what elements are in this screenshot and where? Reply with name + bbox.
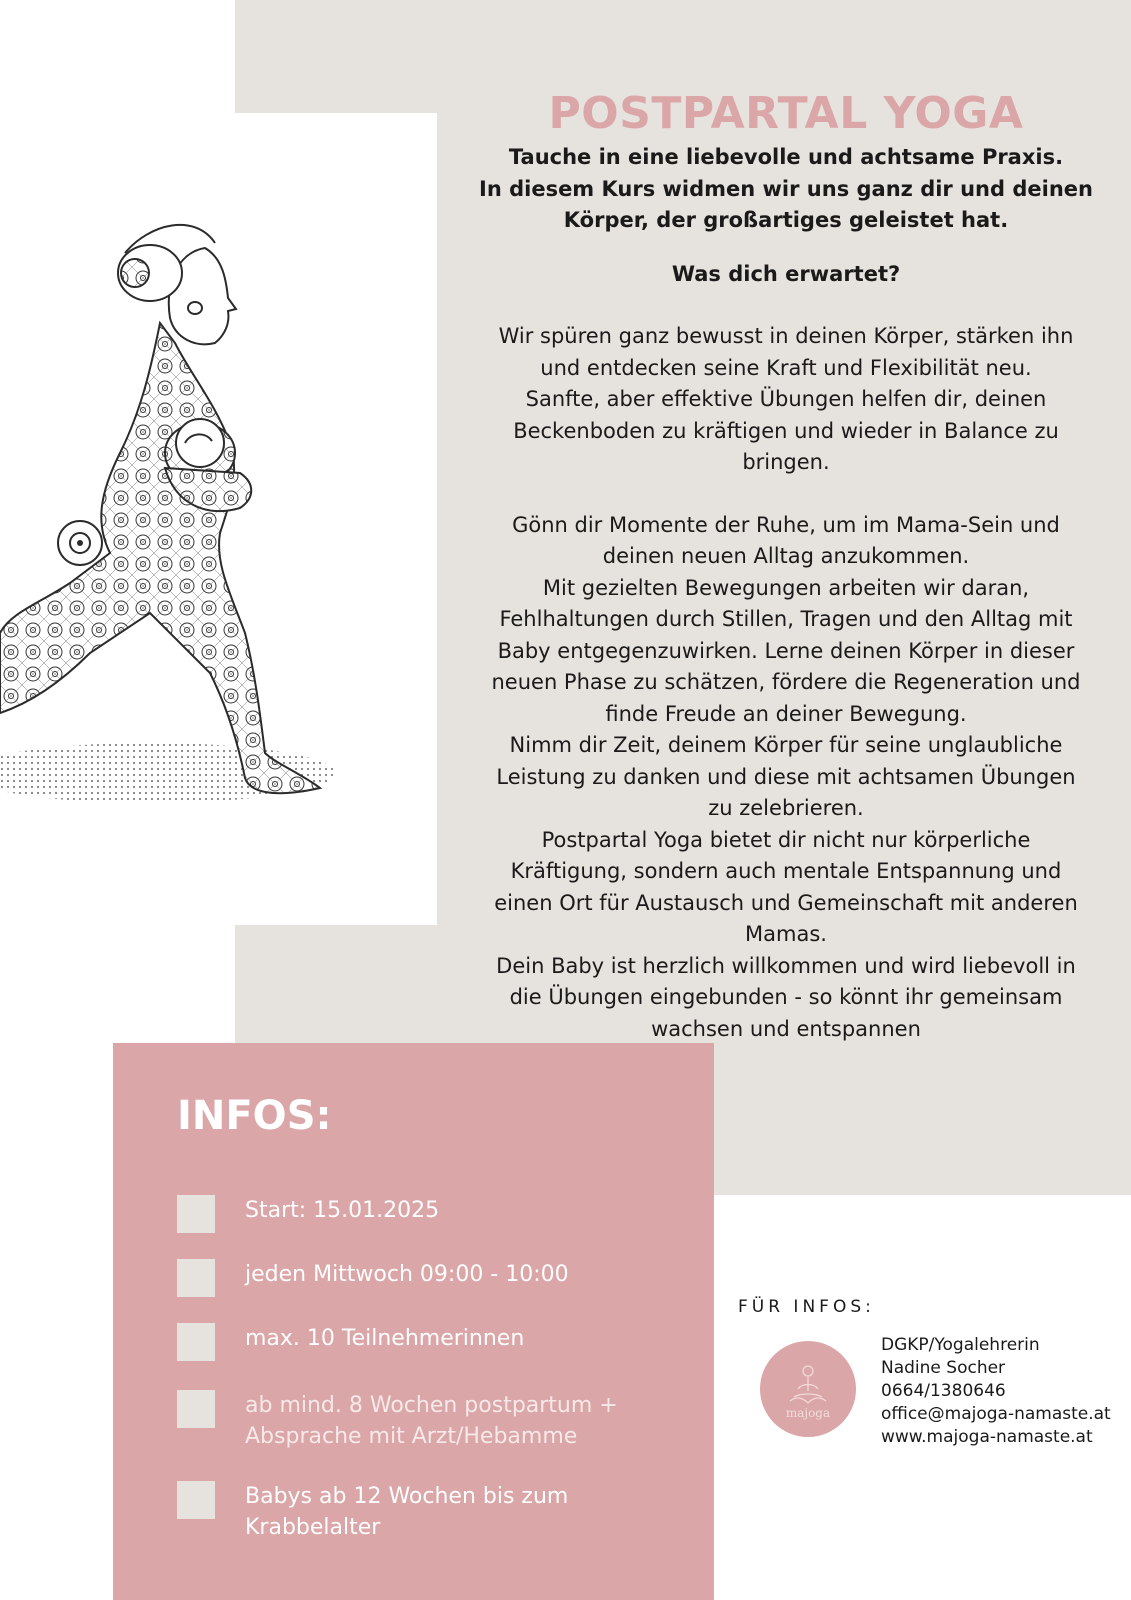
contact-name: Nadine Socher xyxy=(881,1358,1006,1378)
info-text xyxy=(245,1195,685,1226)
info-item-start xyxy=(177,1195,685,1233)
contact-heading: FÜR INFOS: xyxy=(738,1297,875,1317)
yoga-mother-drawing xyxy=(0,113,437,925)
info-item-babies xyxy=(177,1481,685,1543)
info-text xyxy=(245,1259,685,1290)
section-heading: Was dich erwartet? xyxy=(671,261,901,286)
contact-details xyxy=(881,1334,1111,1449)
intro-line: Tauche in eine liebevolle und achtsame Praxis. xyxy=(508,145,1064,169)
text-line: neuen Phase zu schätzen, fördere die Regeneration und xyxy=(491,670,1081,694)
info-line: Krabbelalter xyxy=(245,1515,381,1540)
intro-text xyxy=(468,142,1104,237)
info-text xyxy=(245,1481,685,1543)
info-item-postpartum xyxy=(177,1390,685,1452)
infos-box xyxy=(113,1043,714,1600)
paragraph-2 xyxy=(468,510,1104,1046)
checkbox-square xyxy=(177,1323,215,1361)
infos-heading: INFOS: xyxy=(177,1093,332,1139)
contact-title: DGKP/Yogalehrerin xyxy=(881,1335,1040,1355)
text-line: Nimm dir Zeit, deinem Körper für seine unglaubliche xyxy=(509,733,1063,757)
text-line: Kräftigung, sondern auch mentale Entspannung und xyxy=(510,859,1062,883)
course-description xyxy=(468,86,1104,1045)
text-line: Postpartal Yoga bietet dir nicht nur körperliche xyxy=(541,827,1031,852)
text-line: und entdecken seine Kraft und Flexibilität neu. xyxy=(540,355,1032,380)
text-line: Gönn dir Momente der Ruhe, um im Mama-Sein und xyxy=(512,512,1060,537)
text-line: die Übungen eingebunden - so könnt ihr gemeinsam xyxy=(509,985,1063,1009)
svg-text:majoga: majoga xyxy=(785,1406,831,1420)
text-line: einen Ort für Austausch und Gemeinschaft mit anderen xyxy=(494,890,1078,915)
text-line: deinen neuen Alltag anzukommen. xyxy=(602,544,970,568)
paragraph-1 xyxy=(468,321,1104,479)
text-line: Beckenboden zu kräftigen und wieder in Balance zu xyxy=(513,418,1059,443)
lotus-icon xyxy=(760,1341,856,1437)
info-line: jeden Mittwoch 09:00 - 10:00 xyxy=(245,1262,569,1287)
info-line: Absprache mit Arzt/Hebamme xyxy=(245,1424,578,1449)
intro-line: Körper, der großartiges geleistet hat. xyxy=(563,208,1009,232)
info-item-schedule xyxy=(177,1259,685,1297)
checkbox-square xyxy=(177,1195,215,1233)
page-title: POSTPARTAL YOGA xyxy=(548,88,1024,139)
checkbox-square xyxy=(177,1259,215,1297)
info-line: max. 10 Teilnehmerinnen xyxy=(245,1326,525,1351)
text-line: Mamas. xyxy=(745,922,827,946)
text-line: Fehlhaltungen durch Stillen, Tragen und den Alltag mit xyxy=(499,607,1073,631)
text-line: Mit gezielten Bewegungen arbeiten wir daran, xyxy=(542,575,1030,600)
info-text xyxy=(245,1390,685,1452)
info-item-capacity xyxy=(177,1323,685,1361)
contact-phone[interactable]: 0664/1380646 xyxy=(881,1381,1006,1401)
text-line: wachsen und entspannen xyxy=(651,1016,921,1041)
info-line: Babys ab 12 Wochen bis zum xyxy=(245,1484,569,1509)
text-line: Leistung zu danken und diese mit achtsamen Übungen xyxy=(496,764,1076,789)
checkbox-square xyxy=(177,1390,215,1428)
info-line: Start: 15.01.2025 xyxy=(245,1198,440,1223)
checkbox-square xyxy=(177,1481,215,1519)
intro-line: In diesem Kurs widmen wir uns ganz dir und deinen xyxy=(479,176,1093,201)
contact-email[interactable]: office@majoga-namaste.at xyxy=(881,1404,1111,1424)
text-line: finde Freude an deiner Bewegung. xyxy=(605,701,967,726)
info-text xyxy=(245,1323,685,1354)
text-line: zu zelebrieren. xyxy=(708,796,864,820)
majoga-logo xyxy=(760,1341,856,1437)
info-line: ab mind. 8 Wochen postpartum + xyxy=(245,1393,618,1418)
text-line: Wir spüren ganz bewusst in deinen Körper, stärken ihn xyxy=(498,324,1074,348)
contact-website[interactable]: www.majoga-namaste.at xyxy=(881,1427,1093,1447)
mother-baby-illustration xyxy=(0,113,437,925)
text-line: Baby entgegenzuwirken. Lerne deinen Körper in dieser xyxy=(497,638,1075,663)
text-line: bringen. xyxy=(742,450,830,474)
text-line: Dein Baby ist herzlich willkommen und wird liebevoll in xyxy=(496,953,1076,978)
text-line: Sanfte, aber effektive Übungen helfen dir, deinen xyxy=(525,387,1047,411)
